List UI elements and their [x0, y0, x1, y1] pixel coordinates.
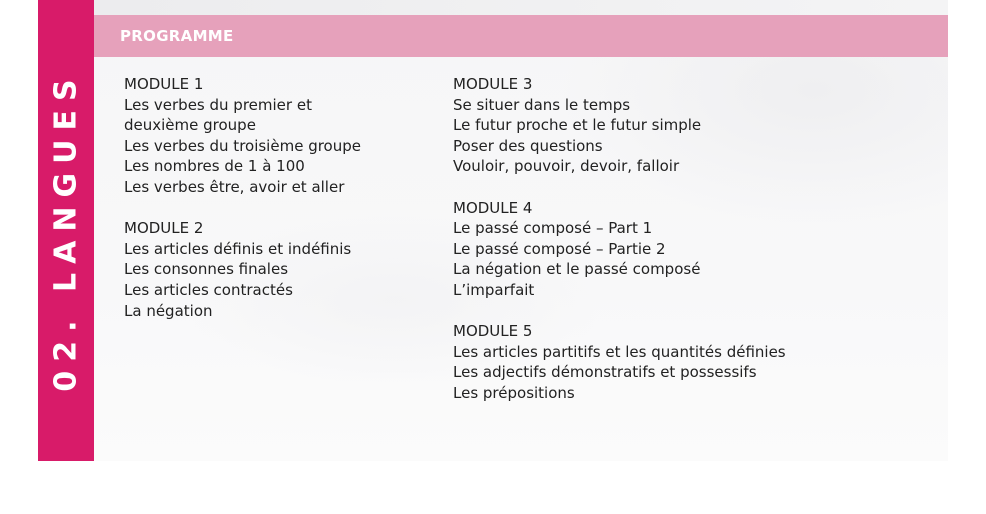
module-item: Les articles contractés — [124, 280, 293, 299]
programme-title: PROGRAMME — [120, 27, 234, 45]
module-title: MODULE 2 — [124, 219, 204, 238]
programme-column-right — [453, 74, 933, 424]
module-5 — [453, 321, 933, 403]
module-item: La négation — [124, 301, 213, 320]
module-item: L’imparfait — [453, 280, 535, 299]
module-item: Poser des questions — [453, 136, 603, 155]
module-title: MODULE 5 — [453, 322, 533, 341]
top-image-strip — [94, 0, 948, 15]
programme-panel — [94, 0, 948, 461]
module-item: La négation et le passé composé — [453, 260, 701, 279]
module-3 — [453, 74, 933, 177]
module-item: Les verbes du troisième groupe — [124, 136, 361, 155]
programme-column-left — [124, 74, 444, 342]
module-item: Les verbes du premier et — [124, 95, 312, 114]
module-item: Les adjectifs démonstratifs et possessifs — [453, 363, 757, 382]
module-title: MODULE 1 — [124, 75, 204, 93]
module-item: Le passé composé – Partie 2 — [453, 239, 666, 258]
module-item: Se situer dans le temps — [453, 95, 631, 114]
module-title: MODULE 3 — [453, 75, 533, 93]
module-4 — [453, 198, 933, 301]
module-1 — [124, 74, 444, 198]
section-label: 02. LANGUES — [48, 69, 84, 392]
module-item: Les verbes être, avoir et aller — [124, 177, 345, 196]
module-item: Le passé composé – Part 1 — [453, 219, 653, 238]
section-side-band — [38, 0, 94, 461]
module-item: Les consonnes finales — [124, 260, 289, 279]
programme-header-bar — [94, 15, 948, 57]
module-item: deuxième groupe — [124, 116, 256, 135]
module-item: Vouloir, pouvoir, devoir, falloir — [453, 157, 680, 176]
module-item: Les articles partitifs et les quantités définies — [453, 342, 786, 361]
module-item: Les prépositions — [453, 383, 575, 402]
module-title: MODULE 4 — [453, 198, 533, 217]
module-2 — [124, 218, 444, 321]
module-item: Les articles définis et indéfinis — [124, 239, 352, 258]
module-item: Les nombres de 1 à 100 — [124, 157, 305, 176]
module-item: Le futur proche et le futur simple — [453, 116, 702, 135]
